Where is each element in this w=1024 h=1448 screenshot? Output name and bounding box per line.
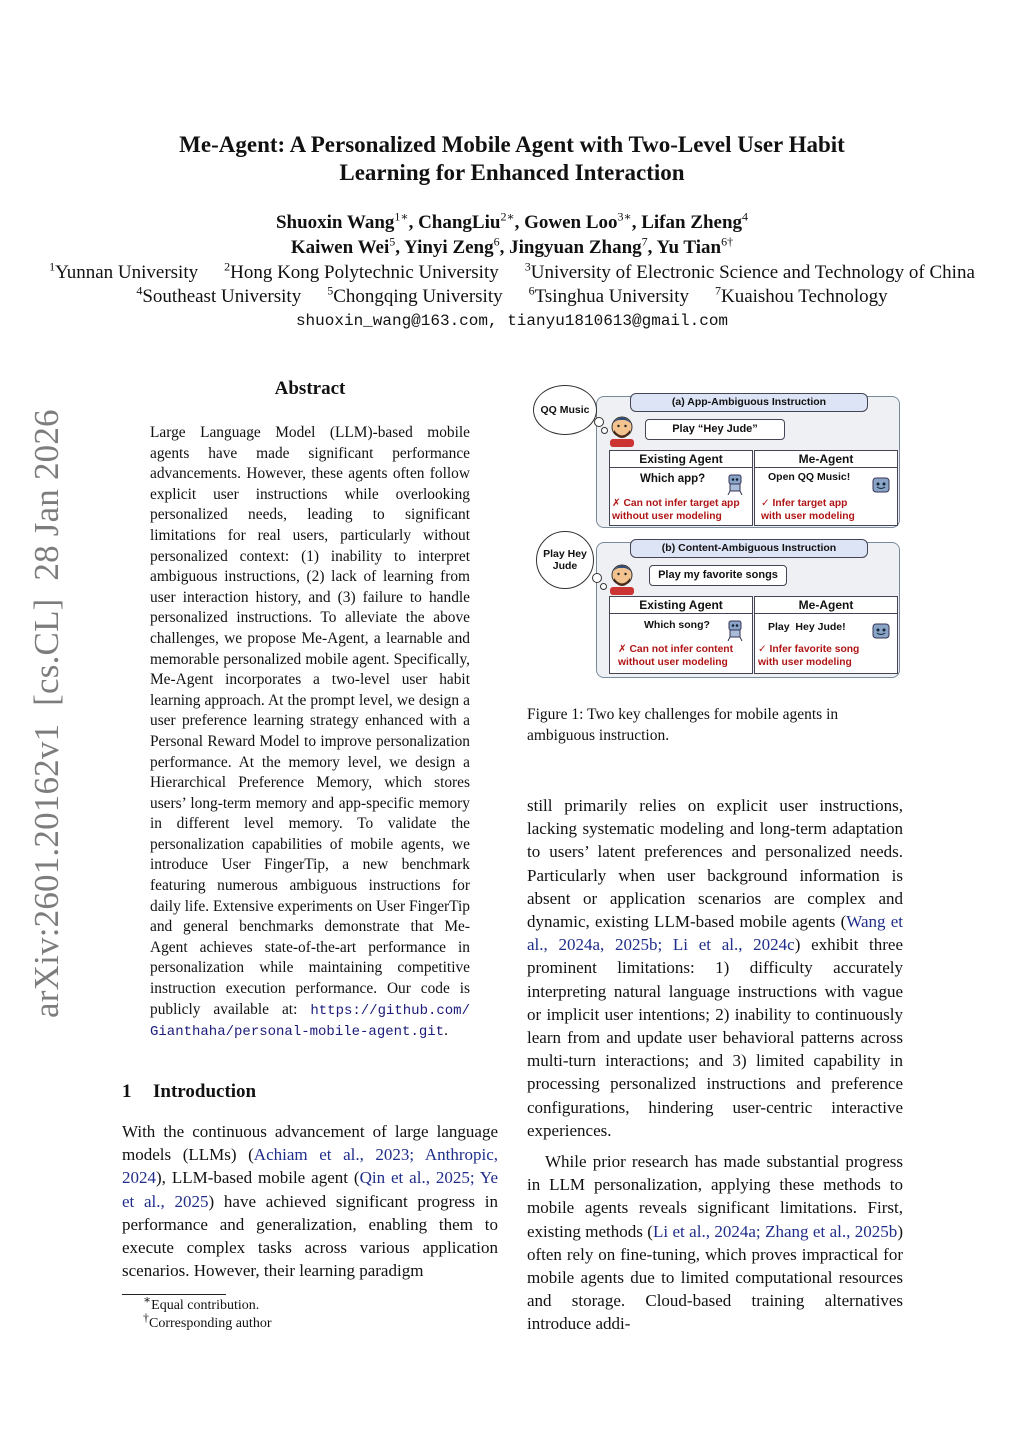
thought-dot [594, 417, 604, 427]
footnote-equal-contribution: ∗Equal contribution. [143, 1292, 260, 1313]
thought-bubble-a: QQ Music [533, 385, 597, 435]
robot-happy-icon [870, 621, 892, 641]
author-affiliation-mark: 4 [742, 209, 749, 224]
right-column-paragraph-1: still primarily relies on explicit user instructions, lacking systematic modeling and long-term adaptation to users’ latent preferences and personalized needs. Particularly when user background information is absent or application scenarios are complex and dynamic, existing LLM-based mobile agents (Wang et al., 2024a, 2025b; Li et al., 2024c) exhibit three prominent limitations: 1) difficulty accurately interpreting natural language instructions with vague or implicit user intentions; 2) inability to continuously learn from and update user behavioral patterns across multi-turn interactions; and 3) limited capability in processing personalized instructions and preference configurations, hindering user-centric interactive experiences. [527, 796, 903, 1140]
author-name: ChangLiu [418, 212, 501, 233]
instruction-b: Play my favorite songs [649, 565, 787, 586]
figure-1 [530, 383, 902, 683]
affiliations-line-2 [0, 283, 1024, 308]
authors-line-2: Kaiwen Wei$^5$, Yinyi Zeng$^6$, Jingyuan Zhang$^7$, Yu Tian$^{6\dagger}$ [290, 234, 734, 258]
affiliation-number: 7 [714, 283, 721, 298]
affiliation-name: Hong Kong Polytechnic University [230, 262, 499, 283]
me-agent-header: Me-Agent [755, 451, 897, 468]
author-name: Lifan Zheng [641, 212, 743, 233]
code-link[interactable]: https://github.com/ [310, 1002, 470, 1019]
existing-agent-failure: ✗ Can not infer content without user modeling [618, 644, 734, 668]
existing-agent-failure: ✗ Can not infer target app without user modeling [612, 498, 740, 522]
thought-dot [592, 573, 602, 583]
author-affiliation-mark: 3∗ [617, 209, 632, 224]
arxiv-identifier-stamp: arXiv:2601.20162v1 [cs.CL] 28 Jan 2026 [27, 409, 66, 1018]
affiliation-name: Tsinghua University [534, 286, 689, 307]
existing-agent-header: Existing Agent [610, 451, 752, 468]
paper-title: Me-Agent: A Personalized Mobile Agent with Two-Level User Habit Learning for Enhanced Interaction [179, 132, 845, 185]
existing-agent-header: Existing Agent [610, 597, 752, 614]
figure-1-caption: Figure 1: Two key challenges for mobile agents in ambiguous instruction. [527, 706, 839, 744]
author-affiliation-mark: 2∗ [500, 209, 515, 224]
author-name: Shuoxin Wang [275, 212, 395, 233]
affiliation-name: Southeast University [142, 286, 302, 307]
author-emails: shuoxin_wang@163.com, tianyu1810613@gmail.com [295, 312, 729, 330]
abstract-body: Large Language Model (LLM)-based mobile agents have made significant performance advancements. However, these agents often follow explicit user instructions while overlooking personalized needs, leading to significant limitations for real users, particularly without personalized context: (1) inability to interpret ambiguous instructions, (2) lack of learning from user interaction history, and (3) failure to handle personalized instructions. To alleviate the above challenges, we propose Me-Agent, a learnable and memorable personalized mobile agent. Specifically, Me-Agent incorporates a two-level user habit learning approach. At the prompt level, we design a user preference learning strategy enhanced with a Personal Reward Model to improve personalization performance. At the memory level, we design a Hierarchical Preference Memory, which stores users’ long-term memory and app-specific memory in different level memory. To validate the personalization capabilities of mobile agents, we introduce User FingerTip, a new benchmark featuring numerous ambiguous instructions for daily life. Extensive experiments on User FingerTip and general benchmarks demonstrate that Me-Agent achieves state-of-the-art performance in personalization while maintaining competitive instruction execution performance. Our code is publicly available at: https://github.com/ Gianthaha/personal-mobile-agent.git. [150, 424, 470, 1041]
panel-a-label: (a) App-Ambiguous Instruction [630, 393, 868, 412]
citation-link[interactable]: Li et al., 2024a; Zhang et al., 2025b [652, 1221, 898, 1241]
affiliation-name: Kuaishou Technology [720, 286, 888, 307]
affiliation-name: Chongqing University [333, 286, 503, 307]
author-name: Kaiwen Wei [290, 237, 390, 258]
me-agent-answer: Open QQ Music! [768, 471, 851, 483]
author-name: Yu Tian [656, 237, 722, 258]
instruction-a: Play “Hey Jude” [645, 419, 785, 440]
section-heading-introduction: 1 Introduction [122, 1081, 257, 1102]
affiliation-name: Yunnan University [55, 262, 199, 283]
right-column-paragraph-2: While prior research has made substantial progress in LLM personalization, applying these methods to mobile agents reveals significant limitations. First, existing methods (Li et al., 2024a; Zhang et al., 2025b) often rely on fine-tuning, which proves impractical for mobile agents due to limited computational resources and storage. Cloud-based training alternatives introduce addi- [527, 1152, 903, 1334]
footnote-corresponding-author: †Corresponding author [143, 1310, 272, 1331]
citation-link[interactable]: Achiam et al., 2023; Anthropic, 2024 [122, 1145, 498, 1188]
panel-b-label: (b) Content-Ambiguous Instruction [630, 539, 868, 558]
user-avatar-icon [604, 559, 640, 595]
author-affiliation-mark: 1∗ [394, 209, 409, 224]
author-name: Yinyi Zeng [404, 237, 494, 258]
existing-agent-question: Which song? [644, 619, 710, 631]
user-avatar-icon [604, 411, 640, 447]
author-name: Gowen Loo [524, 212, 618, 233]
author-affiliation-mark: 6† [721, 234, 734, 249]
footnote-divider [122, 1294, 226, 1295]
existing-agent-question: Which app? [640, 473, 706, 485]
affiliation-number: 2 [224, 259, 231, 274]
author-name: Jingyuan Zhang [509, 237, 642, 258]
code-link-continued[interactable]: Gianthaha/personal-mobile-agent.git [150, 1024, 445, 1041]
affiliation-number: 6 [528, 283, 535, 298]
author-affiliation-mark: 7 [641, 234, 648, 249]
affiliation-number: 3 [524, 259, 531, 274]
thought-bubble-b: Play Hey Jude [536, 531, 594, 589]
authors-line-1: Shuoxin Wang$^{1∗}$, ChangLiu$^{2∗}$, Gowen Loo$^{3∗}$, Lifan Zheng$^4$ [275, 209, 749, 233]
me-agent-header: Me-Agent [755, 597, 897, 614]
affiliation-name: University of Electronic Science and Technology of China [530, 262, 975, 283]
citation-link[interactable]: Wang et al., 2024a, 2025b; Li et al., 2024c [527, 912, 903, 955]
author-affiliation-mark: 6 [493, 234, 500, 249]
author-affiliation-mark: 5 [389, 234, 396, 249]
me-agent-success: ✓ Infer target app with user modeling [761, 498, 855, 522]
robot-happy-icon [870, 475, 892, 495]
affiliation-number: 1 [49, 259, 56, 274]
affiliations-line-1 [0, 259, 1024, 284]
introduction-paragraph: With the continuous advancement of large language models (LLMs) (Achiam et al., 2023; Anthropic, 2024), LLM-based mobile agent (Qin et al., 2025; Ye et al., 2025) have achieved significant progress in performance and generalization, enabling them to execute complex tasks across various application scenarios. However, their learning paradigm [122, 1122, 499, 1281]
robot-confused-icon [724, 617, 746, 641]
affiliation-number: 4 [136, 283, 143, 298]
abstract-heading: Abstract [274, 378, 346, 399]
me-agent-answer: Play Hey Jude! [768, 621, 846, 633]
citation-link[interactable]: Qin et al., 2025; Ye et al., 2025 [122, 1168, 499, 1211]
affiliation-number: 5 [327, 283, 334, 298]
robot-confused-icon [724, 471, 746, 495]
me-agent-success: ✓ Infer favorite song with user modeling [758, 644, 860, 668]
